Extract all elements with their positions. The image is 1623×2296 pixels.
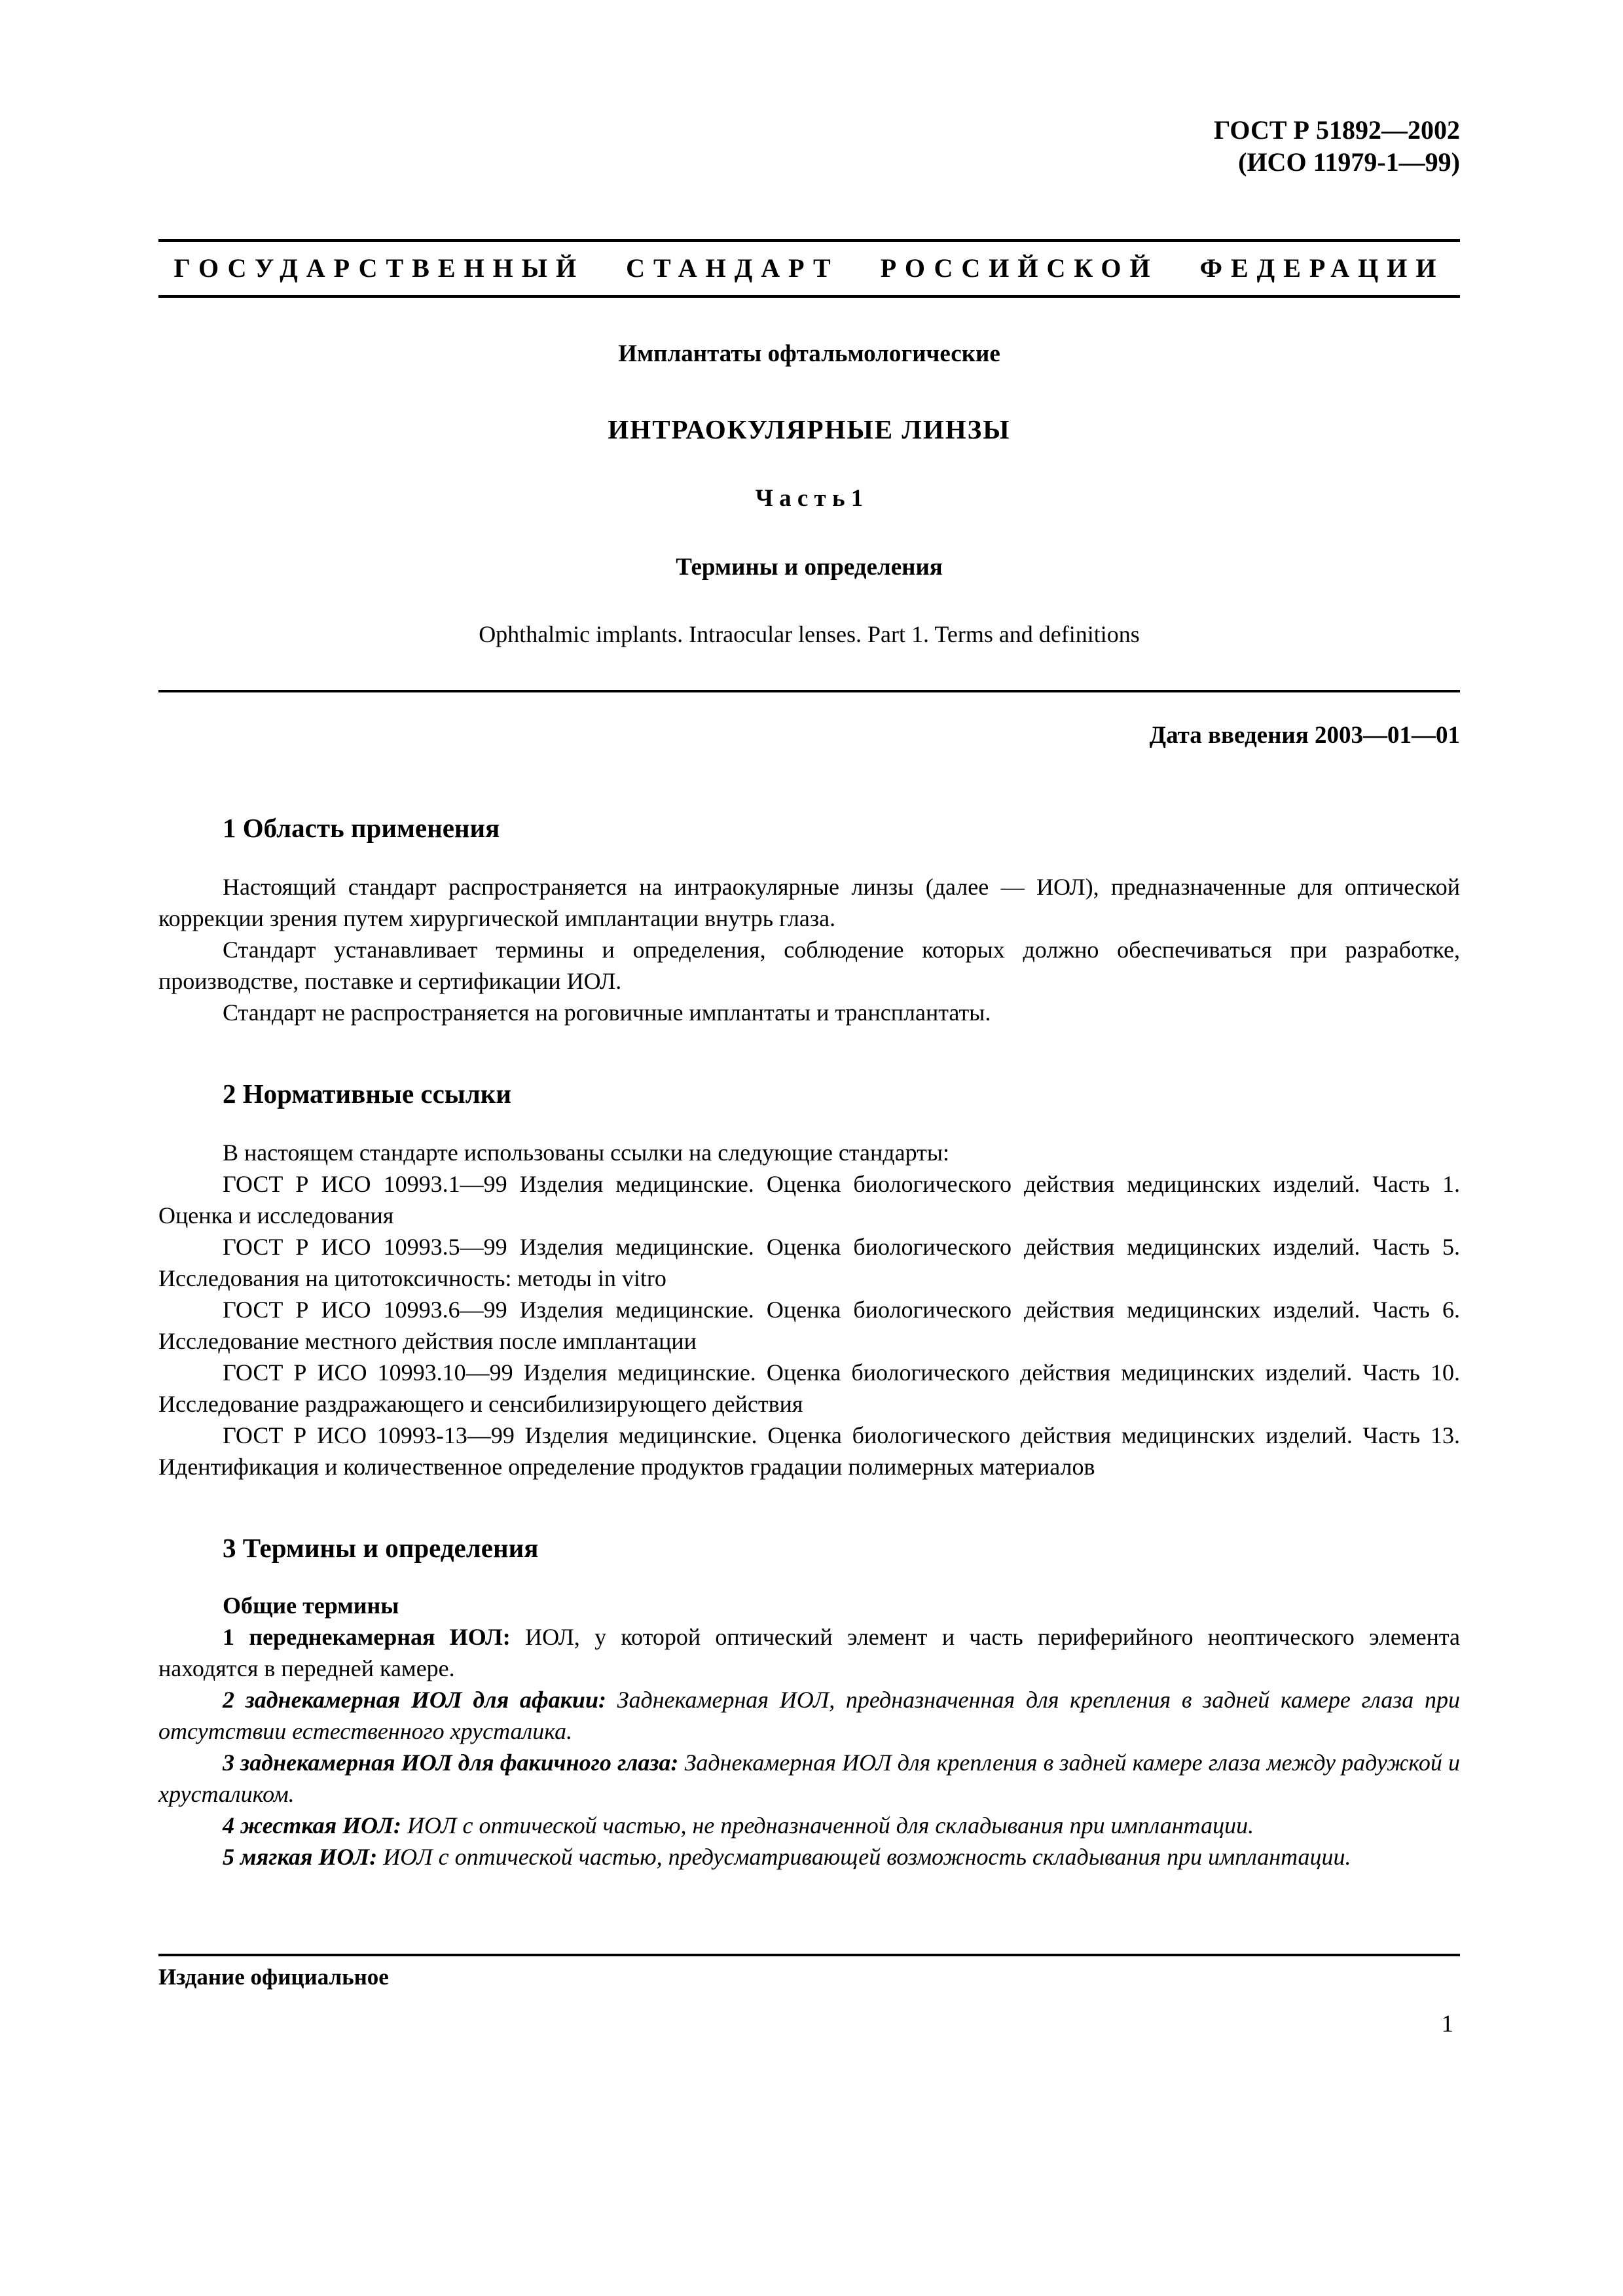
term-definition: Заднекамерная ИОЛ для крепления в задней камере глаза между радужкой и хрусталиком.	[158, 1749, 1461, 1807]
term-number: 5	[223, 1843, 234, 1870]
standard-banner	[158, 239, 1460, 298]
reference-item: ГОСТ Р ИСО 10993.6—99 Изделия медицинские. Оценка биологического действия медицинских изделий. Часть 6. Исследование местного действия после имплантации	[158, 1296, 1460, 1354]
effective-date: Дата введения 2003—01—01	[1149, 721, 1460, 749]
title-block	[158, 340, 1460, 648]
doc-number: ГОСТ Р 51892—2002	[1213, 115, 1460, 145]
english-title: Ophthalmic implants. Intraocular lenses. Part 1. Terms and definitions	[479, 620, 1140, 647]
term-number: 1	[223, 1623, 234, 1650]
term-number: 3	[223, 1749, 234, 1776]
subject-title: Имплантаты офтальмологические	[618, 340, 1000, 367]
main-title: ИНТРАОКУЛЯРНЫЕ ЛИНЗЫ	[608, 414, 1011, 444]
reference-item: ГОСТ Р ИСО 10993.5—99 Изделия медицинские. Оценка биологического действия медицинских изделий. Часть 5. Исследования на цитотоксичность: методы in vitro	[158, 1233, 1460, 1291]
term-name: заднекамерная ИОЛ для афакии:	[245, 1686, 606, 1713]
scope-paragraph: Стандарт не распространяется на роговичные имплантаты и трансплантаты.	[223, 999, 991, 1026]
terms-group-title: Общие термины	[223, 1592, 399, 1619]
doc-header	[158, 115, 1460, 179]
page-number: 1	[1441, 2011, 1453, 2037]
edition-note: Издание официальное	[158, 1964, 389, 1990]
page-footer	[158, 1954, 1460, 2038]
title-separator-rule	[158, 690, 1460, 692]
reference-item: ГОСТ Р ИСО 10993.1—99 Изделия медицинские. Оценка биологического действия медицинских изделий. Часть 1. Оценка и исследования	[158, 1170, 1460, 1229]
term-item	[158, 1621, 1460, 1684]
subtitle: Термины и определения	[676, 553, 943, 581]
term-name: заднекамерная ИОЛ для факичного глаза:	[240, 1749, 679, 1776]
term-definition: ИОЛ с оптической частью, предусматривающей возможность складывания при имплантации.	[383, 1843, 1351, 1870]
reference-item: ГОСТ Р ИСО 10993.10—99 Изделия медицинские. Оценка биологического действия медицинских изделий. Часть 10. Исследование раздражающего и сенсибилизирующего действия	[158, 1359, 1460, 1417]
term-definition: ИОЛ, у которой оптический элемент и часть периферийного неоптического элемента находятся в передней камере.	[158, 1623, 1461, 1681]
section-heading-references: 2 Нормативные ссылки	[223, 1078, 512, 1109]
reference-item: ГОСТ Р ИСО 10993-13—99 Изделия медицинские. Оценка биологического действия медицинских изделий. Часть 13. Идентификация и количественное определение продуктов градации полимерных материалов	[158, 1422, 1460, 1480]
scope-paragraph: Стандарт устанавливает термины и определения, соблюдение которых должно обеспечиваться при разработке, производстве, поставке и сертификации ИОЛ.	[158, 936, 1460, 994]
term-definition: Заднекамерная ИОЛ, предназначенная для крепления в задней камере глаза при отсутствии естественного хрусталика.	[158, 1686, 1461, 1744]
doc-number-iso: (ИСО 11979-1—99)	[1238, 147, 1460, 177]
term-item	[158, 1747, 1460, 1810]
term-definition: ИОЛ с оптической частью, не предназначенной для складывания при имплантации.	[407, 1812, 1254, 1839]
term-name: жесткая ИОЛ:	[240, 1812, 401, 1839]
term-name: переднекамерная ИОЛ:	[249, 1623, 511, 1650]
part-label: Ч а с т ь 1	[755, 484, 864, 512]
section-heading-scope: 1 Область применения	[223, 812, 500, 843]
term-item	[158, 1810, 1460, 1841]
term-number: 2	[223, 1686, 234, 1713]
term-name: мягкая ИОЛ:	[240, 1843, 378, 1870]
scope-paragraph: Настоящий стандарт распространяется на интраокулярные линзы (далее — ИОЛ), предназначенные для оптической коррекции зрения путем хирургической имплантации внутрь глаза.	[158, 873, 1460, 931]
references-intro: В настоящем стандарте использованы ссылки на следующие стандарты:	[223, 1139, 950, 1166]
term-item	[158, 1841, 1460, 1873]
term-number: 4	[223, 1812, 234, 1839]
term-item	[158, 1684, 1460, 1747]
banner-title: ГОСУДАРСТВЕННЫЙ СТАНДАРТ РОССИЙСКОЙ ФЕДЕРАЦИИ	[173, 253, 1445, 283]
section-heading-terms: 3 Термины и определения	[223, 1532, 539, 1563]
